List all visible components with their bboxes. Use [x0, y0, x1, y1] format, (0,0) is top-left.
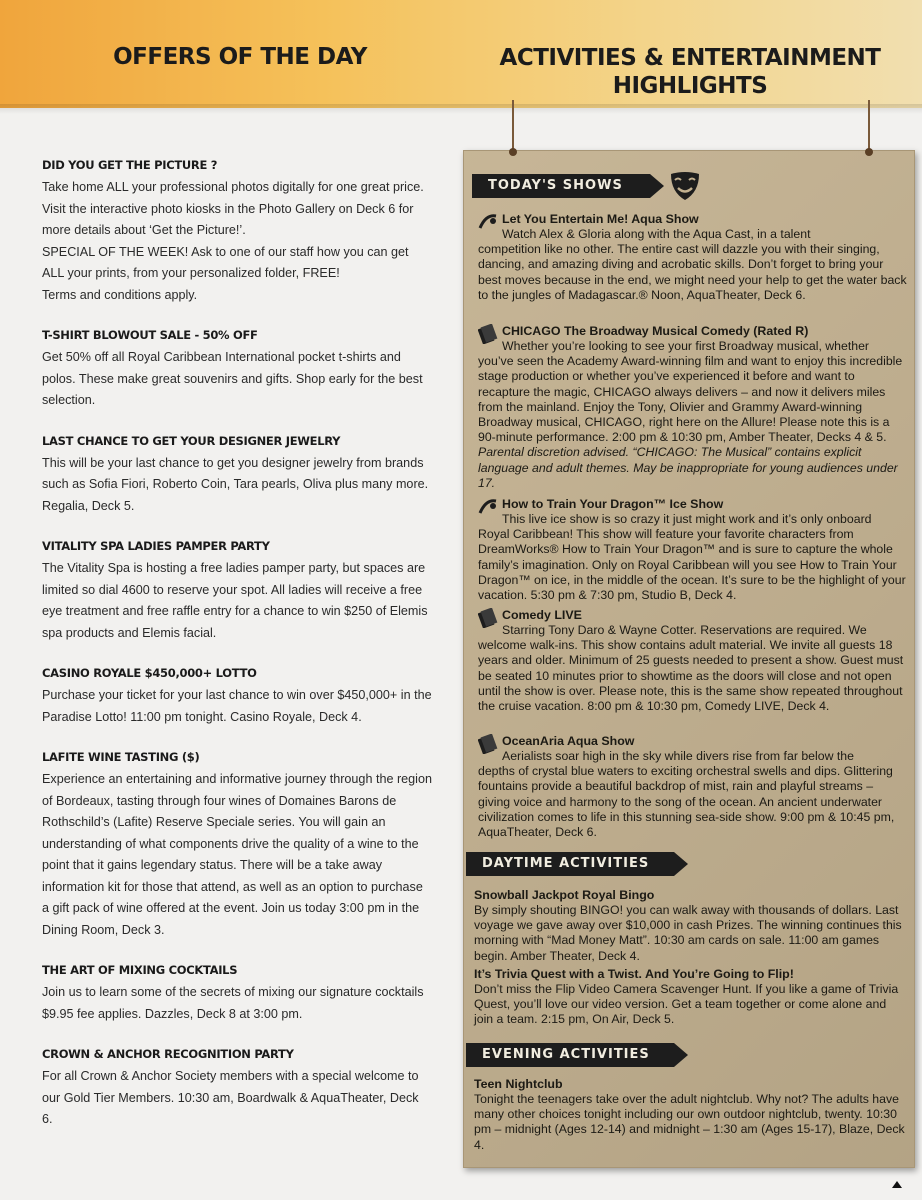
show-title: How to Train Your Dragon™ Ice Show	[502, 497, 724, 511]
peg-right	[865, 148, 873, 156]
bar-arrow-icon	[650, 174, 664, 198]
show-body-text: you’ve seen the Academy Award-winning film and want to enjoy this incredible stage production or whether you’ve experienced it before and want to recapture the magic, CHICAGO always delivers – and now it delivers miles from the mainland. Enjoy the Tony, Olivier and Grammy Award-winning Broadway musical, CHICAGO, right here on the Allure! Please note this is a 90-minute performance. 2:00 pm & 10:30 pm, Amber Theater, Decks 4 & 5.	[478, 354, 903, 445]
offer-body: Purchase your ticket for your last chance to win over $450,000+ in the Paradise Lotto! 11:00 pm tonight. Casino Royale, Deck 4.	[42, 688, 432, 724]
show-title: Let You Entertain Me! Aqua Show	[502, 212, 699, 226]
theater-masks-icon	[668, 170, 702, 202]
show-body	[478, 749, 908, 840]
todays-shows-label: TODAY'S SHOWS	[488, 178, 623, 193]
offer-item	[42, 963, 432, 1025]
activity-body: By simply shouting BINGO! you can walk away with thousands of dollars. Last voyage we gave away over $10,000 in cash Prizes. The winning continues this morning with “Mad Money Matt”. 10:30 am cards on sale. 11:00 am games begin. Amber Theater, Deck 4.	[474, 903, 902, 963]
activity-title: It’s Trivia Quest with a Twist. And You’re Going to Flip!	[474, 967, 794, 981]
show-item	[478, 212, 908, 303]
show-title: OceanAria Aqua Show	[502, 734, 635, 748]
offer-item	[42, 434, 432, 518]
show-body-lead: Whether you’re looking to see your first Broadway musical, whether	[502, 339, 870, 353]
ticket-icon	[478, 608, 498, 628]
ticket-icon	[478, 734, 498, 754]
ticket-icon	[478, 324, 498, 344]
daytime-activities-bar	[466, 852, 674, 876]
activity-item	[474, 966, 908, 1028]
show-body-lead: Watch Alex & Gloria along with the Aqua Cast, in a talent	[502, 227, 811, 241]
show-body-text: welcome walk-ins. This show contains adult material. We invite all guests 18 years and older. Minimum of 25 guests needed to present a show. Guest must be seated 10 minutes prior to showtime as the doors will close and not open until the show is over. Please note, this is the same show repeated throughout the cruise vacation. 8:00 pm & 10:30 pm, Comedy LIVE, Deck 4.	[478, 638, 904, 714]
evening-activities-bar	[466, 1043, 674, 1067]
offer-body: This will be your last chance to get you designer jewelry from brands such as Sofia Fiori, Roberto Coin, Tara pearls, Oliva plus many more. Regalia, Deck 5.	[42, 455, 429, 513]
diver-icon	[478, 497, 498, 517]
todays-shows-bar	[472, 174, 650, 198]
daytime-activities-label: DAYTIME ACTIVITIES	[482, 856, 650, 871]
offer-body: The Vitality Spa is hosting a free ladies pamper party, but spaces are limited so dial 4600 to reserve your spot. All ladies will receive a free eye treatment and free raffle entry for a chance to win $250 of Elemis spa products and Elemis facial.	[42, 561, 428, 640]
activity-title: Snowball Jackpot Royal Bingo	[474, 888, 655, 902]
offer-body: Experience an entertaining and informative journey through the region of Bordeaux, tasting through four wines of Domaines Barons de Rothschild’s (Lafite) Reserve Speciale series. You will gain an understanding of what components drive the quality of a wine to the point that it gains legendary status. There will be a take away information kit for those that attend, as well as an option to purchase a gift pack of wine offered at the event. Join us today 3:00 pm in the Dining Room, Deck 3.	[42, 772, 432, 937]
show-advisory: Parental discretion advised. “CHICAGO: The Musical” contains explicit language and adult themes. May be inappropriate for young audiences under 17.	[478, 445, 898, 490]
offer-title: THE ART OF MIXING COCKTAILS	[42, 963, 238, 977]
offer-title: LAFITE WINE TASTING ($)	[42, 750, 200, 764]
show-title: Comedy LIVE	[502, 608, 582, 622]
offer-item	[42, 750, 432, 941]
offer-title: T-SHIRT BLOWOUT SALE - 50% OFF	[42, 328, 258, 342]
show-body-text: depths of crystal blue waters to exciting orchestral swells and dips. Glittering fountains provide a beautiful backdrop of mist, rain and playful streams – giving voice and harmony to the song of the ocean. An ancient underwater civilization comes to life in this stunning sea-side show. 9:00 pm & 10:45 pm, AquaTheater, Deck 6.	[478, 764, 895, 840]
offer-item	[42, 666, 432, 728]
banner-shadow	[0, 104, 922, 114]
activities-heading	[480, 44, 900, 100]
show-body	[478, 227, 908, 303]
show-body	[478, 623, 908, 714]
offer-title: DID YOU GET THE PICTURE ?	[42, 158, 218, 172]
show-body-lead: This live ice show is so crazy it just might work and it’s only onboard	[502, 512, 872, 526]
show-body-text: Royal Caribbean! This show will feature your favorite characters from DreamWorks® How to Train Your Dragon™ and is sure to capture the whole family’s imagination. Only on Royal Caribbean will you see How to Train Your Dragon™ on ice, in the middle of the ocean. It’s sure to be the highlight of your vacation. 5:30 pm & 7:30 pm, Studio B, Deck 4.	[478, 527, 906, 603]
activities-heading-line1: ACTIVITIES & ENTERTAINMENT	[499, 45, 881, 71]
show-body-text: competition like no other. The entire cast will dazzle you with their singing, dancing, and amazing diving and acrobatic skills. Don’t forget to bring your best moves because in the end, we might need your help to get the water back to the jungles of Madagascar.® Noon, AquaTheater, Deck 6.	[478, 242, 907, 302]
show-body	[478, 339, 908, 491]
offer-title: VITALITY SPA LADIES PAMPER PARTY	[42, 539, 270, 553]
offers-heading: OFFERS OF THE DAY	[113, 44, 367, 70]
activity-body: Don’t miss the Flip Video Camera Scavenger Hunt. If you like a game of Trivia Quest, you’ll love our video version. Get a team together or come alone and join a team. 2:15 pm, On Air, Deck 5.	[474, 982, 899, 1027]
diver-icon	[478, 212, 498, 232]
show-body-lead: Aerialists soar high in the sky while divers rise from far below the	[502, 749, 854, 763]
offer-item	[42, 328, 432, 412]
offers-column	[42, 158, 432, 1147]
offer-body: Take home ALL your professional photos digitally for one great price. Visit the interactive photo kiosks in the Photo Gallery on Deck 6 for more details about ‘Get the Picture!’. SPECIAL OF THE WEEK! Ask to one of our staff how you can get ALL your prints, from your personalized folder, FREE! Terms and conditions apply.	[42, 180, 424, 302]
activities-heading-line2: HIGHLIGHTS	[612, 73, 768, 99]
peg-left	[509, 148, 517, 156]
activity-item	[474, 1076, 908, 1153]
offer-item	[42, 539, 432, 644]
page-turn-arrow-icon	[892, 1181, 902, 1188]
offer-body: Join us to learn some of the secrets of mixing our signature cocktails $9.95 fee applies. Dazzles, Deck 8 at 3:00 pm.	[42, 985, 424, 1021]
show-item	[478, 734, 908, 840]
offer-item	[42, 1047, 432, 1131]
activity-body: Tonight the teenagers take over the adult nightclub. Why not? The adults have many other choices tonight including our own outdoor nightclub, twenty. 10:30 pm – midnight (Ages 12-14) and midnight – 1:30 am (Ages 15-17), Blaze, Deck 4.	[474, 1092, 905, 1152]
offer-title: LAST CHANCE TO GET YOUR DESIGNER JEWELRY	[42, 433, 341, 448]
show-body-lead: Starring Tony Daro & Wayne Cotter. Reservations are required. We	[502, 623, 867, 637]
show-item	[478, 497, 908, 603]
bar-arrow-icon	[674, 852, 688, 876]
offer-title: CASINO ROYALE $450,000+ LOTTO	[42, 666, 257, 680]
show-body	[478, 512, 908, 603]
show-title: CHICAGO The Broadway Musical Comedy (Rated R)	[502, 324, 809, 338]
offer-body: Get 50% off all Royal Caribbean International pocket t-shirts and polos. These make great souvenirs and gifts. Shop early for the best selection.	[42, 350, 423, 407]
evening-activities-label: EVENING ACTIVITIES	[482, 1047, 650, 1062]
offer-title: CROWN & ANCHOR RECOGNITION PARTY	[42, 1047, 294, 1061]
activity-item	[474, 887, 908, 964]
show-item	[478, 324, 908, 491]
offer-item	[42, 158, 432, 306]
activity-title: Teen Nightclub	[474, 1077, 563, 1091]
bar-arrow-icon	[674, 1043, 688, 1067]
offer-body: For all Crown & Anchor Society members with a special welcome to our Gold Tier Members. 10:30 am, Boardwalk & AquaTheater, Deck 6.	[42, 1069, 419, 1126]
show-item	[478, 608, 908, 714]
